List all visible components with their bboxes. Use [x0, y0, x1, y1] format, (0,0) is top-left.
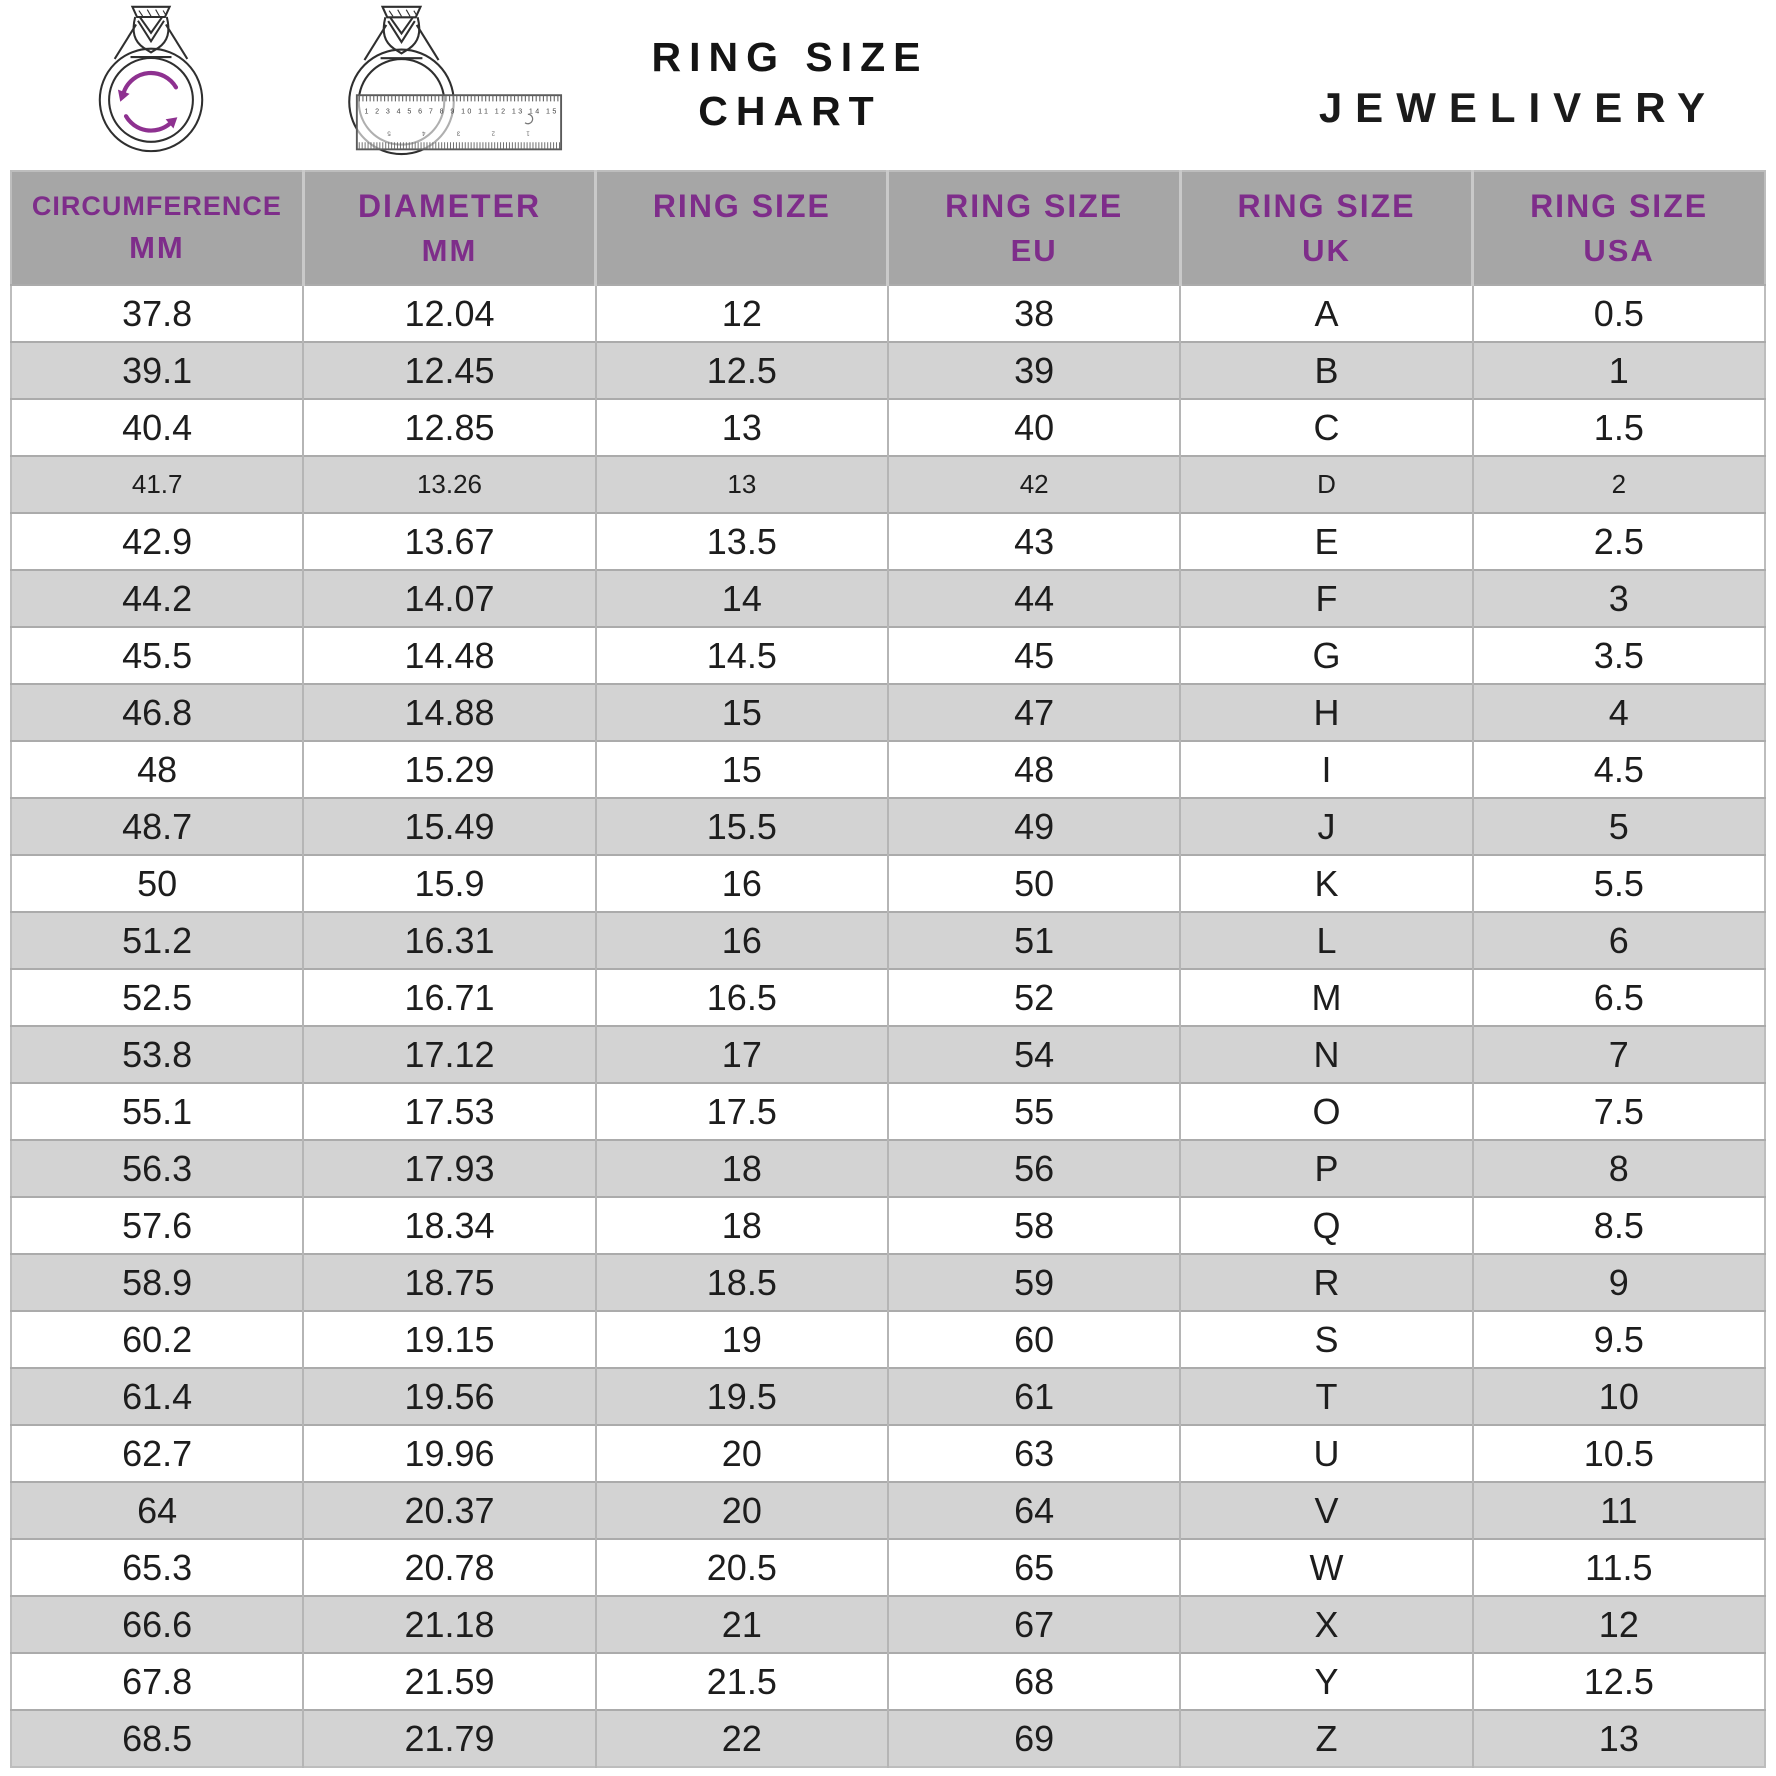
- table-cell: 49: [888, 798, 1180, 855]
- table-cell: D: [1180, 456, 1472, 513]
- table-row: [11, 456, 1765, 513]
- table-cell: 19.5: [596, 1368, 888, 1425]
- title-line-1: RING SIZE: [651, 34, 929, 80]
- table-cell: 2: [1473, 456, 1765, 513]
- table-cell: 68: [888, 1653, 1180, 1710]
- table-cell: 14.5: [596, 627, 888, 684]
- table-cell: 20: [596, 1482, 888, 1539]
- table-cell: 19.15: [303, 1311, 595, 1368]
- title-line-2: CHART: [698, 88, 882, 135]
- table-cell: 22: [596, 1710, 888, 1767]
- table-row: [11, 1083, 1765, 1140]
- table-cell: 48: [11, 741, 303, 798]
- table-cell: Y: [1180, 1653, 1472, 1710]
- table-cell: 21.18: [303, 1596, 595, 1653]
- table-cell: 64: [11, 1482, 303, 1539]
- table-cell: 12.5: [1473, 1653, 1765, 1710]
- table-cell: Q: [1180, 1197, 1472, 1254]
- table-cell: 16.5: [596, 969, 888, 1026]
- table-cell: 12.04: [303, 285, 595, 342]
- table-cell: 68.5: [11, 1710, 303, 1767]
- table-cell: 21.79: [303, 1710, 595, 1767]
- table-cell: 45: [888, 627, 1180, 684]
- table-cell: 44.2: [11, 570, 303, 627]
- table-cell: 15.9: [303, 855, 595, 912]
- table-cell: O: [1180, 1083, 1472, 1140]
- table-cell: 17: [596, 1026, 888, 1083]
- table-cell: 13.5: [596, 513, 888, 570]
- table-cell: 40.4: [11, 399, 303, 456]
- table-cell: 12.45: [303, 342, 595, 399]
- table-cell: 17.12: [303, 1026, 595, 1083]
- col-header-diameter-mm: DIAMETER MM: [303, 171, 595, 285]
- table-cell: 14.48: [303, 627, 595, 684]
- table-cell: S: [1180, 1311, 1472, 1368]
- table-cell: U: [1180, 1425, 1472, 1482]
- table-cell: 11.5: [1473, 1539, 1765, 1596]
- table-cell: 14.88: [303, 684, 595, 741]
- table-cell: 62.7: [11, 1425, 303, 1482]
- table-cell: 17.5: [596, 1083, 888, 1140]
- table-cell: 19.96: [303, 1425, 595, 1482]
- table-cell: 5.5: [1473, 855, 1765, 912]
- table-cell: 67.8: [11, 1653, 303, 1710]
- table-cell: 55.1: [11, 1083, 303, 1140]
- table-cell: 8: [1473, 1140, 1765, 1197]
- table-cell: 19.56: [303, 1368, 595, 1425]
- table-cell: G: [1180, 627, 1472, 684]
- table-cell: 52: [888, 969, 1180, 1026]
- table-cell: 19: [596, 1311, 888, 1368]
- table-cell: 14: [596, 570, 888, 627]
- table-cell: 13: [1473, 1710, 1765, 1767]
- table-cell: 17.53: [303, 1083, 595, 1140]
- table-cell: J: [1180, 798, 1472, 855]
- table-row: [11, 1596, 1765, 1653]
- table-cell: 61.4: [11, 1368, 303, 1425]
- table-cell: L: [1180, 912, 1472, 969]
- col-header-ring-size-uk: RING SIZE UK: [1180, 171, 1472, 285]
- table-cell: 4.5: [1473, 741, 1765, 798]
- table-cell: 20.5: [596, 1539, 888, 1596]
- table-row: [11, 1254, 1765, 1311]
- table-cell: 11: [1473, 1482, 1765, 1539]
- table-cell: 18.34: [303, 1197, 595, 1254]
- table-cell: 50: [888, 855, 1180, 912]
- table-cell: 43: [888, 513, 1180, 570]
- table-cell: F: [1180, 570, 1472, 627]
- table-cell: 16: [596, 855, 888, 912]
- table-cell: 18: [596, 1140, 888, 1197]
- table-cell: 9.5: [1473, 1311, 1765, 1368]
- table-cell: 1: [1473, 342, 1765, 399]
- table-row: [11, 1368, 1765, 1425]
- table-cell: 40: [888, 399, 1180, 456]
- table-cell: 60: [888, 1311, 1180, 1368]
- col-header-ring-size-eu: RING SIZE EU: [888, 171, 1180, 285]
- table-cell: V: [1180, 1482, 1472, 1539]
- ring-circumference-icon: [95, 4, 207, 153]
- table-cell: W: [1180, 1539, 1472, 1596]
- svg-text:1 2 3 4 5 6 7 8 9 10 11 12 13: 1 2 3 4 5 6 7 8 9 10 11 12 13 14 15: [364, 107, 557, 116]
- table-cell: 56: [888, 1140, 1180, 1197]
- col-header-ring-size: RING SIZE: [596, 171, 888, 285]
- table-cell: 8.5: [1473, 1197, 1765, 1254]
- table-row: [11, 1482, 1765, 1539]
- table-cell: 4: [1473, 684, 1765, 741]
- table-cell: 63: [888, 1425, 1180, 1482]
- table-cell: 6.5: [1473, 969, 1765, 1026]
- table-header-row: [11, 171, 1765, 285]
- table-cell: 9: [1473, 1254, 1765, 1311]
- table-cell: 59: [888, 1254, 1180, 1311]
- table-cell: 69: [888, 1710, 1180, 1767]
- table-cell: 41.7: [11, 456, 303, 513]
- table-body: [11, 285, 1765, 1767]
- table-cell: 16: [596, 912, 888, 969]
- table-cell: 21.59: [303, 1653, 595, 1710]
- table-cell: 21: [596, 1596, 888, 1653]
- page-header: [0, 0, 1776, 170]
- table-cell: 20: [596, 1425, 888, 1482]
- brand-logo: JEWELIVERY: [1318, 84, 1718, 131]
- table-cell: M: [1180, 969, 1472, 1026]
- table-cell: 13.26: [303, 456, 595, 513]
- table-cell: 15: [596, 741, 888, 798]
- table-cell: 5: [1473, 798, 1765, 855]
- table-cell: 12.5: [596, 342, 888, 399]
- table-cell: 18: [596, 1197, 888, 1254]
- table-cell: 61: [888, 1368, 1180, 1425]
- table-cell: 54: [888, 1026, 1180, 1083]
- table-row: [11, 1653, 1765, 1710]
- table-cell: 0.5: [1473, 285, 1765, 342]
- table-cell: 16.31: [303, 912, 595, 969]
- table-cell: 13: [596, 456, 888, 513]
- table-cell: 38: [888, 285, 1180, 342]
- table-cell: 18.5: [596, 1254, 888, 1311]
- table-cell: 58.9: [11, 1254, 303, 1311]
- table-cell: 6: [1473, 912, 1765, 969]
- table-cell: 48: [888, 741, 1180, 798]
- table-cell: 13: [596, 399, 888, 456]
- table-cell: 10: [1473, 1368, 1765, 1425]
- table-cell: 21.5: [596, 1653, 888, 1710]
- table-cell: 67: [888, 1596, 1180, 1653]
- table-cell: 46.8: [11, 684, 303, 741]
- ruler: [357, 95, 561, 149]
- table-cell: 15.49: [303, 798, 595, 855]
- table-cell: 47: [888, 684, 1180, 741]
- table-row: [11, 399, 1765, 456]
- table-row: [11, 1026, 1765, 1083]
- table-cell: 16.71: [303, 969, 595, 1026]
- table-cell: 42: [888, 456, 1180, 513]
- table-cell: 64: [888, 1482, 1180, 1539]
- table-cell: 65.3: [11, 1539, 303, 1596]
- table-cell: R: [1180, 1254, 1472, 1311]
- table-cell: 56.3: [11, 1140, 303, 1197]
- table-cell: T: [1180, 1368, 1472, 1425]
- table-cell: 42.9: [11, 513, 303, 570]
- table-cell: I: [1180, 741, 1472, 798]
- table-row: [11, 1539, 1765, 1596]
- table-cell: 15.5: [596, 798, 888, 855]
- table-cell: 7: [1473, 1026, 1765, 1083]
- table-cell: 58: [888, 1197, 1180, 1254]
- table-cell: 2.5: [1473, 513, 1765, 570]
- table-cell: A: [1180, 285, 1472, 342]
- table-row: [11, 570, 1765, 627]
- table-cell: N: [1180, 1026, 1472, 1083]
- table-cell: 39: [888, 342, 1180, 399]
- table-cell: 1.5: [1473, 399, 1765, 456]
- table-cell: 57.6: [11, 1197, 303, 1254]
- table-cell: 65: [888, 1539, 1180, 1596]
- table-cell: 15: [596, 684, 888, 741]
- table-row: [11, 798, 1765, 855]
- table-row: [11, 627, 1765, 684]
- table-row: [11, 912, 1765, 969]
- table-cell: 17.93: [303, 1140, 595, 1197]
- table-cell: 3: [1473, 570, 1765, 627]
- table-cell: K: [1180, 855, 1472, 912]
- table-cell: H: [1180, 684, 1472, 741]
- ring-diameter-ruler-icon: [330, 4, 568, 156]
- svg-text:1 2 3 4 5: 1 2 3 4 5: [387, 129, 530, 137]
- table-cell: 12: [596, 285, 888, 342]
- table-row: [11, 969, 1765, 1026]
- table-cell: 60.2: [11, 1311, 303, 1368]
- table-cell: 50: [11, 855, 303, 912]
- table-cell: B: [1180, 342, 1472, 399]
- table-row: [11, 684, 1765, 741]
- page-title: [590, 30, 990, 138]
- table-row: [11, 1425, 1765, 1482]
- table-cell: 15.29: [303, 741, 595, 798]
- table-row: [11, 285, 1765, 342]
- table-cell: 13.67: [303, 513, 595, 570]
- table-cell: 12: [1473, 1596, 1765, 1653]
- table-cell: E: [1180, 513, 1472, 570]
- col-header-circumference-mm: CIRCUMFERENCE MM: [11, 171, 303, 285]
- table-cell: 18.75: [303, 1254, 595, 1311]
- table-cell: 48.7: [11, 798, 303, 855]
- table-row: [11, 342, 1765, 399]
- table-cell: 20.37: [303, 1482, 595, 1539]
- table-cell: P: [1180, 1140, 1472, 1197]
- table-cell: 51: [888, 912, 1180, 969]
- table-cell: X: [1180, 1596, 1472, 1653]
- table-cell: 51.2: [11, 912, 303, 969]
- table-cell: 37.8: [11, 285, 303, 342]
- table-cell: 14.07: [303, 570, 595, 627]
- table-row: [11, 513, 1765, 570]
- table-cell: 12.85: [303, 399, 595, 456]
- table-cell: 3.5: [1473, 627, 1765, 684]
- table-cell: Z: [1180, 1710, 1472, 1767]
- table-cell: 45.5: [11, 627, 303, 684]
- table-cell: 7.5: [1473, 1083, 1765, 1140]
- table-row: [11, 855, 1765, 912]
- table-cell: 52.5: [11, 969, 303, 1026]
- table-row: [11, 741, 1765, 798]
- table-cell: 66.6: [11, 1596, 303, 1653]
- table-cell: C: [1180, 399, 1472, 456]
- table-row: [11, 1710, 1765, 1767]
- col-header-ring-size-usa: RING SIZE USA: [1473, 171, 1765, 285]
- table-cell: 10.5: [1473, 1425, 1765, 1482]
- table-cell: 53.8: [11, 1026, 303, 1083]
- table-row: [11, 1140, 1765, 1197]
- table-cell: 20.78: [303, 1539, 595, 1596]
- table-row: [11, 1311, 1765, 1368]
- table-cell: 39.1: [11, 342, 303, 399]
- table-row: [11, 1197, 1765, 1254]
- table-cell: 55: [888, 1083, 1180, 1140]
- table-cell: 44: [888, 570, 1180, 627]
- ring-size-table: [10, 170, 1766, 1768]
